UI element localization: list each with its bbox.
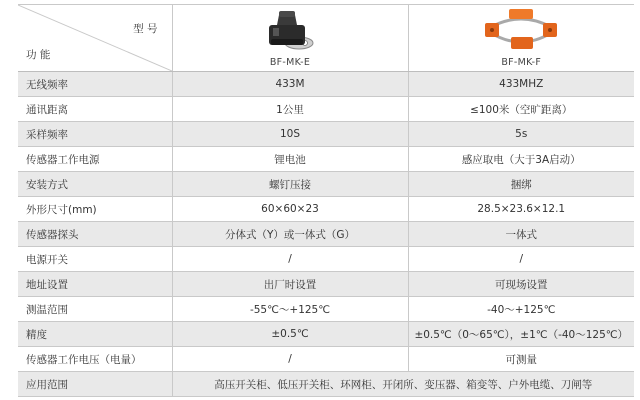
value-e: ±0.5℃ [172,322,408,347]
table-row [18,272,634,297]
table-row [18,247,634,272]
value-e: 螺钉压接 [172,172,408,197]
row-label: 测温范围 [18,297,172,322]
value-f: 感应取电（大于3A启动） [408,147,634,172]
row-label: 外形尺寸(mm) [18,197,172,222]
row-label: 传感器工作电压（电量） [18,347,172,372]
value-e: / [172,347,408,372]
value-f: 捆绑 [408,172,634,197]
table-row [18,347,634,372]
product-f-header [408,5,634,72]
table-row [18,222,634,247]
table-row [18,122,634,147]
table-row [18,172,634,197]
value-f: / [408,247,634,272]
row-label: 地址设置 [18,272,172,297]
table-row [18,97,634,122]
value-f: 可现场设置 [408,272,634,297]
value-f: ±0.5℃（0～65℃），±1℃（-40～125℃） [408,322,634,347]
application-label: 应用范围 [18,372,172,397]
row-label: 精度 [18,322,172,347]
value-e: 1公里 [172,97,408,122]
row-label: 采样频率 [18,122,172,147]
table-row [18,297,634,322]
value-f: 5s [408,122,634,147]
value-f: 一体式 [408,222,634,247]
value-e: 433M [172,72,408,97]
table-header-row [18,5,634,72]
product-f-name: BF-MK-F [501,57,542,68]
value-e: 锂电池 [172,147,408,172]
value-e: -55℃～+125℃ [172,297,408,322]
row-label: 传感器工作电源 [18,147,172,172]
row-label: 电源开关 [18,247,172,272]
application-row [18,372,634,397]
value-e: / [172,247,408,272]
table-row [18,197,634,222]
model-header-label: 型 号 [133,23,158,35]
value-e: 10S [172,122,408,147]
row-label: 安装方式 [18,172,172,197]
function-header-label: 功 能 [26,49,51,61]
clamp-sensor-icon [481,7,561,53]
header-corner-cell [18,5,172,72]
value-e: 分体式（Y）或一体式（G） [172,222,408,247]
row-label: 无线频率 [18,72,172,97]
value-f: 433MHZ [408,72,634,97]
product-e-name: BF-MK-E [269,57,311,68]
value-f: -40～+125℃ [408,297,634,322]
table-row [18,147,634,172]
value-f: 可测量 [408,347,634,372]
value-e: 60×60×23 [172,197,408,222]
value-e: 出厂时设置 [172,272,408,297]
sensor-box-icon [255,7,325,53]
table-row [18,72,634,97]
product-e-header [172,5,408,72]
row-label: 传感器探头 [18,222,172,247]
spec-comparison-table [18,4,634,397]
application-value: 高压开关柜、低压开关柜、环网柜、开闭所、变压器、箱变等、户外电缆、刀闸等 [172,372,634,397]
row-label: 通讯距离 [18,97,172,122]
value-f: 28.5×23.6×12.1 [408,197,634,222]
value-f: ≤100米（空旷距离） [408,97,634,122]
spec-table-container [18,4,634,397]
table-row [18,322,634,347]
